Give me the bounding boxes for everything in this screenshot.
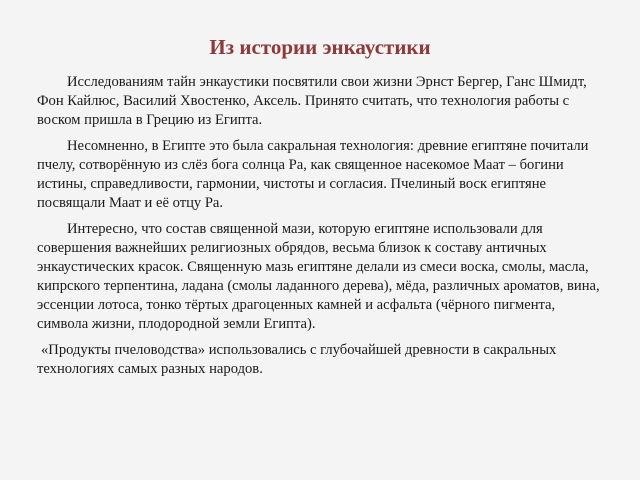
slide-body — [37, 73, 605, 386]
paragraph-3: Интересно, что состав священной мази, которую египтяне использовали для совершения важнейших религиозных обрядов, весьма близок к составу античных энкаустических красок. Священную мазь египтяне делали из смеси воска, смолы, масла, кипрского терпентина, ладана (смолы ладанного дерева), мёда, различных ароматов, вина, эссенции лотоса, тонко тёртых драгоценных камней и асфальта (чёрного пигмента, символа жизни, плодородной земли Египта). — [37, 221, 600, 332]
slide-title: Из истории энкаустики — [209, 35, 431, 59]
paragraph-2: Несомненно, в Египте это была сакральная технология: древние египтяне почитали пчелу, сотворённую из слёз бога солнца Ра, как священное насекомое Маат – богини истины, справедливости, гармонии, чистоты и согласия. Пчелиный воск египтяне посвящали Маат и её отцу Ра. — [37, 138, 589, 211]
paragraph-4: «Продукты пчеловодства» использовались с глубочайшей древности в сакральных технологиях самых разных народов. — [37, 342, 557, 377]
paragraph-1: Исследованиям тайн энкаустики посвятили свои жизни Эрнст Бергер, Ганс Шмидт, Фон Кайлюс, Василий Хвостенко, Аксель. Принято считать, что технология работы с воском пришла в Грецию из Египта. — [37, 74, 587, 128]
